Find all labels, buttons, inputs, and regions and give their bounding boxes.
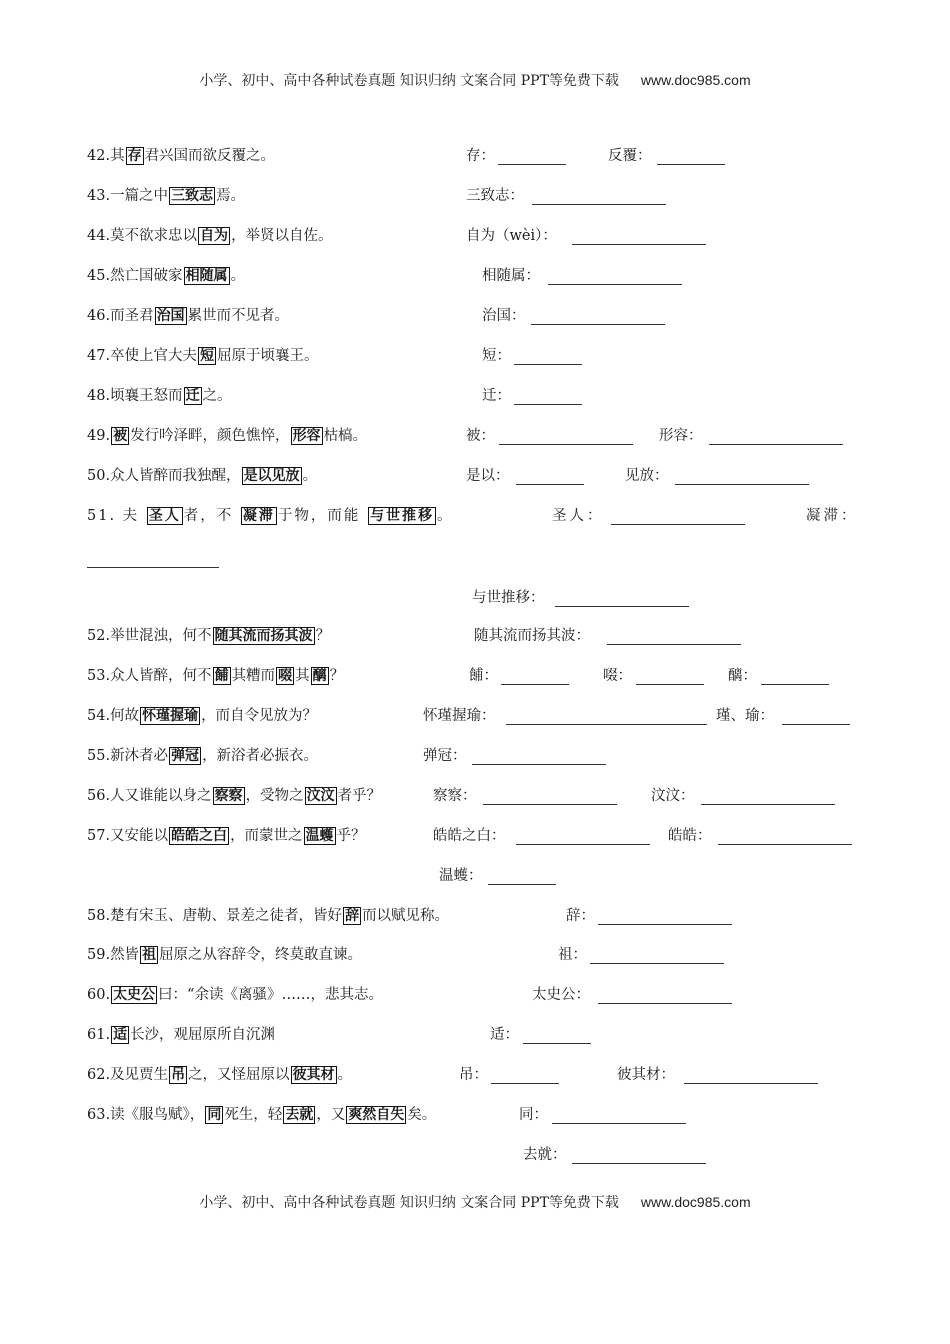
label-50-2: 见放： [625, 468, 669, 484]
label-60-1: 太史公： [532, 987, 590, 1003]
text-segment: 。 [437, 508, 454, 524]
label-63-2: 去就： [523, 1147, 567, 1163]
blank-43-1[interactable] [532, 190, 666, 205]
highlighted-term: 相随属 [185, 268, 228, 284]
blank-63-2[interactable] [572, 1149, 706, 1164]
question-50 [87, 466, 317, 486]
question-53 [87, 666, 344, 686]
text-segment: 50. [87, 468, 111, 484]
text-segment: 62. [87, 1067, 111, 1083]
highlighted-term: 察察 [214, 788, 243, 804]
label-42-2: 反覆： [608, 148, 652, 164]
text-segment: 矣。 [407, 1107, 437, 1123]
text-segment: 又安能以 [110, 828, 169, 844]
text-segment: ，举贤以自佐。 [231, 228, 333, 244]
label-46-1: 治国： [482, 308, 526, 324]
question-63 [87, 1105, 436, 1125]
text-segment: 56. [87, 788, 111, 804]
text-segment: 然皆 [110, 947, 140, 963]
label-57-2: 皓皓： [668, 828, 712, 844]
highlighted-term: 治国 [156, 308, 185, 324]
text-segment: 发行吟泽畔，颜色憔悴， [130, 428, 290, 444]
text-segment: 49. [87, 428, 111, 444]
label-54-1: 怀瑾握瑜： [423, 708, 496, 724]
blank-53-2[interactable] [636, 670, 704, 685]
text-segment: 48. [87, 388, 111, 404]
blank-46-1[interactable] [531, 310, 665, 325]
highlighted-term: 太史公 [113, 987, 156, 1003]
question-58 [87, 906, 449, 926]
highlighted-term: 短 [200, 348, 215, 364]
text-segment: 屈原于顷襄王。 [217, 348, 319, 364]
blank-54-2[interactable] [782, 710, 850, 725]
page-header [0, 70, 950, 90]
text-segment: 61. [87, 1027, 111, 1043]
label-42-1: 存： [466, 148, 495, 164]
text-segment: 焉。 [216, 188, 246, 204]
highlighted-term: 去就 [285, 1107, 314, 1123]
label-47-1: 短： [482, 348, 511, 364]
highlighted-term: 与世推移 [370, 508, 434, 524]
blank-62-1[interactable] [491, 1069, 559, 1084]
text-segment: 54. [87, 708, 111, 724]
blank-45-1[interactable] [548, 270, 682, 285]
text-segment: ，而自令见放为？ [201, 708, 318, 724]
text-segment: 累世而不见者。 [187, 308, 290, 324]
text-segment: 楚有宋玉、唐勒、景差之徒者，皆好 [110, 908, 343, 924]
blank-60-1[interactable] [598, 989, 732, 1004]
highlighted-term: 吊 [171, 1067, 186, 1083]
highlighted-term: 弹冠 [171, 748, 200, 764]
text-segment: ？ [329, 668, 345, 684]
text-segment: 而以赋见称。 [362, 908, 450, 924]
label-51-2: 凝滞： [806, 508, 859, 524]
footer-site: www.doc985.com [640, 1194, 751, 1210]
text-segment: 乎？ [336, 828, 366, 844]
highlighted-term: 餔 [214, 668, 229, 684]
text-segment: 而圣君 [110, 308, 154, 324]
text-segment: 59. [87, 947, 111, 963]
question-56 [87, 786, 381, 806]
blank-49-2[interactable] [709, 430, 843, 445]
text-segment: 举世混浊，何不 [110, 628, 212, 644]
highlighted-term: 醨 [312, 668, 327, 684]
label-52-1: 随其流而扬其波： [474, 628, 590, 644]
text-segment: 莫不欲求忠以 [110, 228, 198, 244]
highlighted-term: 皓皓之白 [171, 828, 228, 844]
text-segment: 。 [337, 1067, 353, 1083]
question-42 [87, 146, 275, 166]
text-segment: 57. [87, 828, 111, 844]
text-segment: 何故 [110, 708, 140, 724]
label-53-1: 餔： [469, 668, 498, 684]
highlighted-term: 彼其材 [292, 1067, 335, 1083]
label-49-2: 形容： [659, 428, 703, 444]
text-segment: 46. [87, 308, 111, 324]
text-segment: 之。 [202, 388, 232, 404]
question-51 [87, 506, 454, 526]
text-segment: 众人皆醉，何不 [110, 668, 212, 684]
label-57-1: 皓皓之白： [433, 828, 506, 844]
text-segment: 一篇之中 [110, 188, 169, 204]
blank-44-1[interactable] [572, 230, 706, 245]
text-segment: 屈原之从容辞令，终莫敢直谏。 [159, 947, 363, 963]
highlighted-term: 怀瑾握瑜 [142, 708, 199, 724]
blank-63-1[interactable] [552, 1109, 686, 1124]
text-segment: 夫 [122, 508, 140, 524]
text-segment: 枯槁。 [323, 428, 368, 444]
question-46 [87, 306, 289, 326]
text-segment: 47. [87, 348, 111, 364]
text-segment: 42. [87, 148, 111, 164]
highlighted-term: 三致志 [171, 188, 214, 204]
text-segment: 卒使上官大夫 [110, 348, 198, 364]
highlighted-term: 随其流而扬其波 [214, 628, 313, 644]
label-61-1: 适： [490, 1027, 519, 1043]
question-48 [87, 386, 232, 406]
highlighted-term: 自为 [200, 228, 229, 244]
highlighted-term: 存 [127, 148, 142, 164]
label-56-2: 汶汶： [651, 788, 695, 804]
text-segment: 者，不 [183, 508, 234, 524]
highlighted-term: 圣人 [148, 508, 181, 524]
highlighted-term: 温蠖 [305, 828, 334, 844]
text-segment: 53. [87, 668, 111, 684]
highlighted-term: 是以见放 [243, 468, 300, 484]
highlighted-term: 啜 [278, 668, 293, 684]
question-61 [87, 1025, 275, 1045]
question-43 [87, 186, 245, 206]
label-44-1: 自为（wèi）： [466, 228, 557, 244]
footer-text: 小学、初中、高中各种试卷真题 知识归纳 文案合同 PPT等免费下载 [199, 1195, 619, 1211]
blank-50-2[interactable] [675, 470, 809, 485]
label-51-3: 与世推移： [472, 590, 545, 606]
blank-56-2[interactable] [701, 790, 835, 805]
question-52 [87, 626, 330, 646]
text-segment: ，受物之 [245, 788, 304, 804]
text-segment: 及见贾生 [110, 1067, 169, 1083]
text-segment: 君兴国而欲反覆之。 [144, 148, 276, 164]
highlighted-term: 凝滞 [242, 508, 275, 524]
blank-51-1[interactable] [611, 510, 745, 525]
highlighted-term: 祖 [142, 947, 157, 963]
blank-47-1[interactable] [514, 350, 582, 365]
blank-53-1[interactable] [501, 670, 569, 685]
label-62-1: 吊： [459, 1067, 488, 1083]
blank-56-1[interactable] [483, 790, 617, 805]
highlighted-term: 汶汶 [306, 788, 335, 804]
blank-62-2[interactable] [684, 1069, 818, 1084]
text-segment: 之，又怪屈原以 [188, 1067, 290, 1083]
text-segment: 曰：“余读《离骚》……，悲其志。 [158, 987, 383, 1003]
text-segment: 其 [110, 148, 125, 164]
label-43-1: 三致志： [466, 188, 524, 204]
text-segment: 众人皆醉而我独醒， [110, 468, 241, 484]
label-51-1: 圣人： [552, 508, 605, 524]
text-segment: 51. [87, 508, 117, 524]
question-54 [87, 706, 317, 726]
text-segment: 45. [87, 268, 111, 284]
blank-55-1[interactable] [472, 750, 606, 765]
blank-42-1[interactable] [498, 150, 566, 165]
highlighted-term: 同 [207, 1107, 222, 1123]
blank-57-3[interactable] [488, 870, 556, 885]
blank-59-1[interactable] [590, 949, 724, 964]
question-59 [87, 945, 362, 965]
label-49-1: 被： [466, 428, 495, 444]
text-segment: 52. [87, 628, 111, 644]
question-45 [87, 266, 245, 286]
text-segment: 63. [87, 1107, 111, 1123]
question-49 [87, 426, 367, 446]
text-segment: 新沐者必 [110, 748, 169, 764]
text-segment: 44. [87, 228, 111, 244]
question-60 [87, 985, 383, 1005]
highlighted-term: 被 [113, 428, 128, 444]
label-56-1: 察察： [433, 788, 477, 804]
text-segment: 于物，而能 [277, 508, 361, 524]
label-53-2: 啜： [603, 668, 632, 684]
header-text: 小学、初中、高中各种试卷真题 知识归纳 文案合同 PPT等免费下载 [199, 73, 619, 89]
text-segment: ，又 [316, 1107, 346, 1123]
text-segment: 长沙，观屈原所自沉渊 [130, 1027, 276, 1043]
label-59-1: 祖： [558, 947, 587, 963]
label-48-1: 迁： [482, 388, 511, 404]
text-segment: 读《服鸟赋》， [110, 1107, 205, 1123]
text-segment: ，而蒙世之 [230, 828, 303, 844]
label-62-2: 彼其材： [617, 1067, 675, 1083]
blank-61-1[interactable] [523, 1029, 591, 1044]
text-segment: 55. [87, 748, 111, 764]
blank-50-1[interactable] [516, 470, 584, 485]
question-62 [87, 1065, 352, 1085]
blank-58-1[interactable] [598, 910, 732, 925]
text-segment: 其糟而 [231, 668, 276, 684]
text-segment: 人又谁能以身之 [110, 788, 212, 804]
label-53-3: 醨： [728, 668, 757, 684]
highlighted-term: 辞 [345, 908, 360, 924]
highlighted-term: 爽然自失 [348, 1107, 405, 1123]
highlighted-term: 迁 [185, 388, 200, 404]
text-segment: 58. [87, 908, 111, 924]
blank-51-3[interactable] [555, 592, 689, 607]
blank-52-1[interactable] [607, 630, 741, 645]
text-segment: 其 [295, 668, 310, 684]
label-45-1: 相随属： [482, 268, 540, 284]
text-segment: 死生，轻 [224, 1107, 283, 1123]
text-segment: ？ [315, 628, 331, 644]
header-site: www.doc985.com [640, 72, 751, 88]
label-58-1: 辞： [566, 908, 595, 924]
question-44 [87, 226, 333, 246]
blank-54-1[interactable] [506, 710, 707, 725]
text-segment: 。 [302, 468, 318, 484]
highlighted-term: 形容 [292, 428, 321, 444]
blank-51-2[interactable] [87, 553, 219, 568]
page-footer [0, 1192, 950, 1212]
text-segment: 然亡国破家 [110, 268, 183, 284]
label-50-1: 是以： [466, 468, 510, 484]
question-47 [87, 346, 319, 366]
blank-57-2[interactable] [718, 830, 852, 845]
blank-53-3[interactable] [761, 670, 829, 685]
label-54-2: 瑾、瑜： [716, 708, 774, 724]
text-segment: 60. [87, 987, 111, 1003]
blank-42-2[interactable] [657, 150, 725, 165]
text-segment: 顷襄王怒而 [110, 388, 183, 404]
label-57-3: 温蠖： [439, 868, 483, 884]
highlighted-term: 适 [113, 1027, 128, 1043]
text-segment: ，新浴者必振衣。 [202, 748, 319, 764]
label-55-1: 弹冠： [423, 748, 467, 764]
blank-57-1[interactable] [516, 830, 650, 845]
label-63-1: 同： [519, 1107, 548, 1123]
blank-49-1[interactable] [499, 430, 633, 445]
text-segment: 43. [87, 188, 111, 204]
text-segment: 。 [230, 268, 246, 284]
question-57 [87, 826, 366, 846]
question-55 [87, 746, 318, 766]
text-segment: 者乎？ [337, 788, 382, 804]
blank-48-1[interactable] [514, 390, 582, 405]
